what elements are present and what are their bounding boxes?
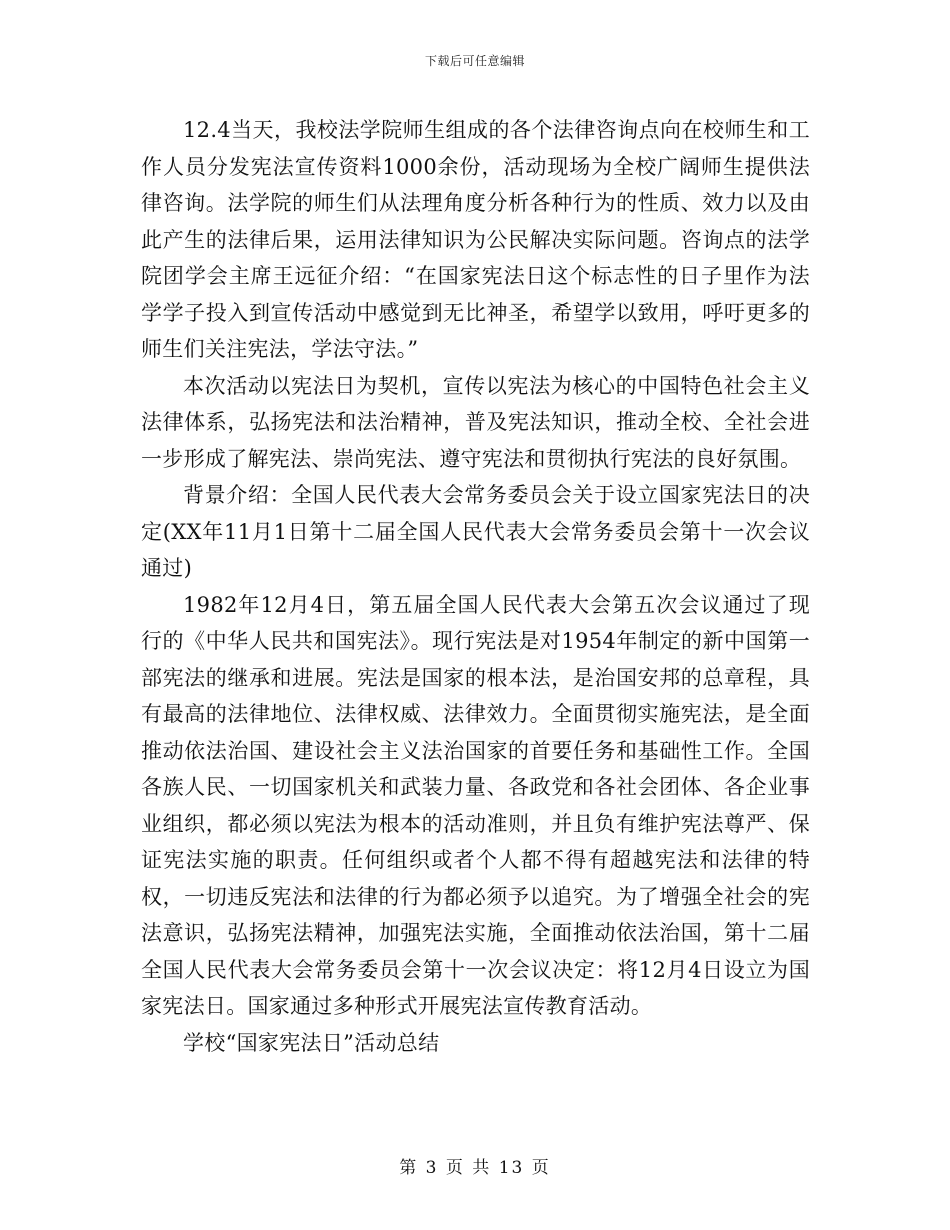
paragraph-consultation: 12.4当天，我校法学院师生组成的各个法律咨询点向在校师生和工作人员分发宪法宣传资料1000余份，活动现场为全校广阔师生提供法律咨询。法学院的师生们从法理角度分析各种行为的性质、效力以及由此产生的法律后果，运用法律知识为公民解决实际问题。咨询点的法学院团学会主席王远征介绍：“在国家宪法日这个标志性的日子里作为法学学子投入到宣传活动中感觉到无比神圣，希望学以致用，呼吁更多的师生们关注宪法，学法守法。”: [141, 118, 810, 361]
paragraph-activity-purpose: 本次活动以宪法日为契机，宣传以宪法为核心的中国特色社会主义法律体系，弘扬宪法和法治精神，普及宪法知识，推动全校、全社会进一步形成了解宪法、崇尚宪法、遵守宪法和贯彻执行宪法的良好氛围。: [141, 373, 810, 471]
page-footer: 第 3 页 共 13 页: [399, 1158, 551, 1178]
document-body: [141, 112, 810, 1061]
page-header: 下载后可任意编辑: [424, 54, 525, 68]
paragraph-background: 背景介绍：全国人民代表大会常务委员会关于设立国家宪法日的决定(XX年11月1日第十二届全国人民代表大会常务委员会第十一次会议通过): [141, 483, 810, 580]
section-heading: 学校“国家宪法日”活动总结: [183, 1030, 440, 1055]
paragraph-constitution-history: 1982年12月4日，第五届全国人民代表大会第五次会议通过了现行的《中华人民共和国宪法》。现行宪法是对1954年制定的新中国第一部宪法的继承和进展。宪法是国家的根本法，是治国安邦的总章程，具有最高的法律地位、法律权威、法律效力。全面贯彻实施宪法，是全面推动依法治国、建设社会主义法治国家的首要任务和基础性工作。全国各族人民、一切国家机关和武装力量、各政党和各社会团体、各企业事业组织，都必须以宪法为根本的活动准则，并且负有维护宪法尊严、保证宪法实施的职责。任何组织或者个人都不得有超越宪法和法律的特权，一切违反宪法和法律的行为都必须予以追究。为了增强全社会的宪法意识，弘扬宪法精神，加强宪法实施，全面推动依法治国，第十二届全国人民代表大会常务委员会第十一次会议决定：将12月4日设立为国家宪法日。国家通过多种形式开展宪法宣传教育活动。: [141, 592, 810, 1018]
